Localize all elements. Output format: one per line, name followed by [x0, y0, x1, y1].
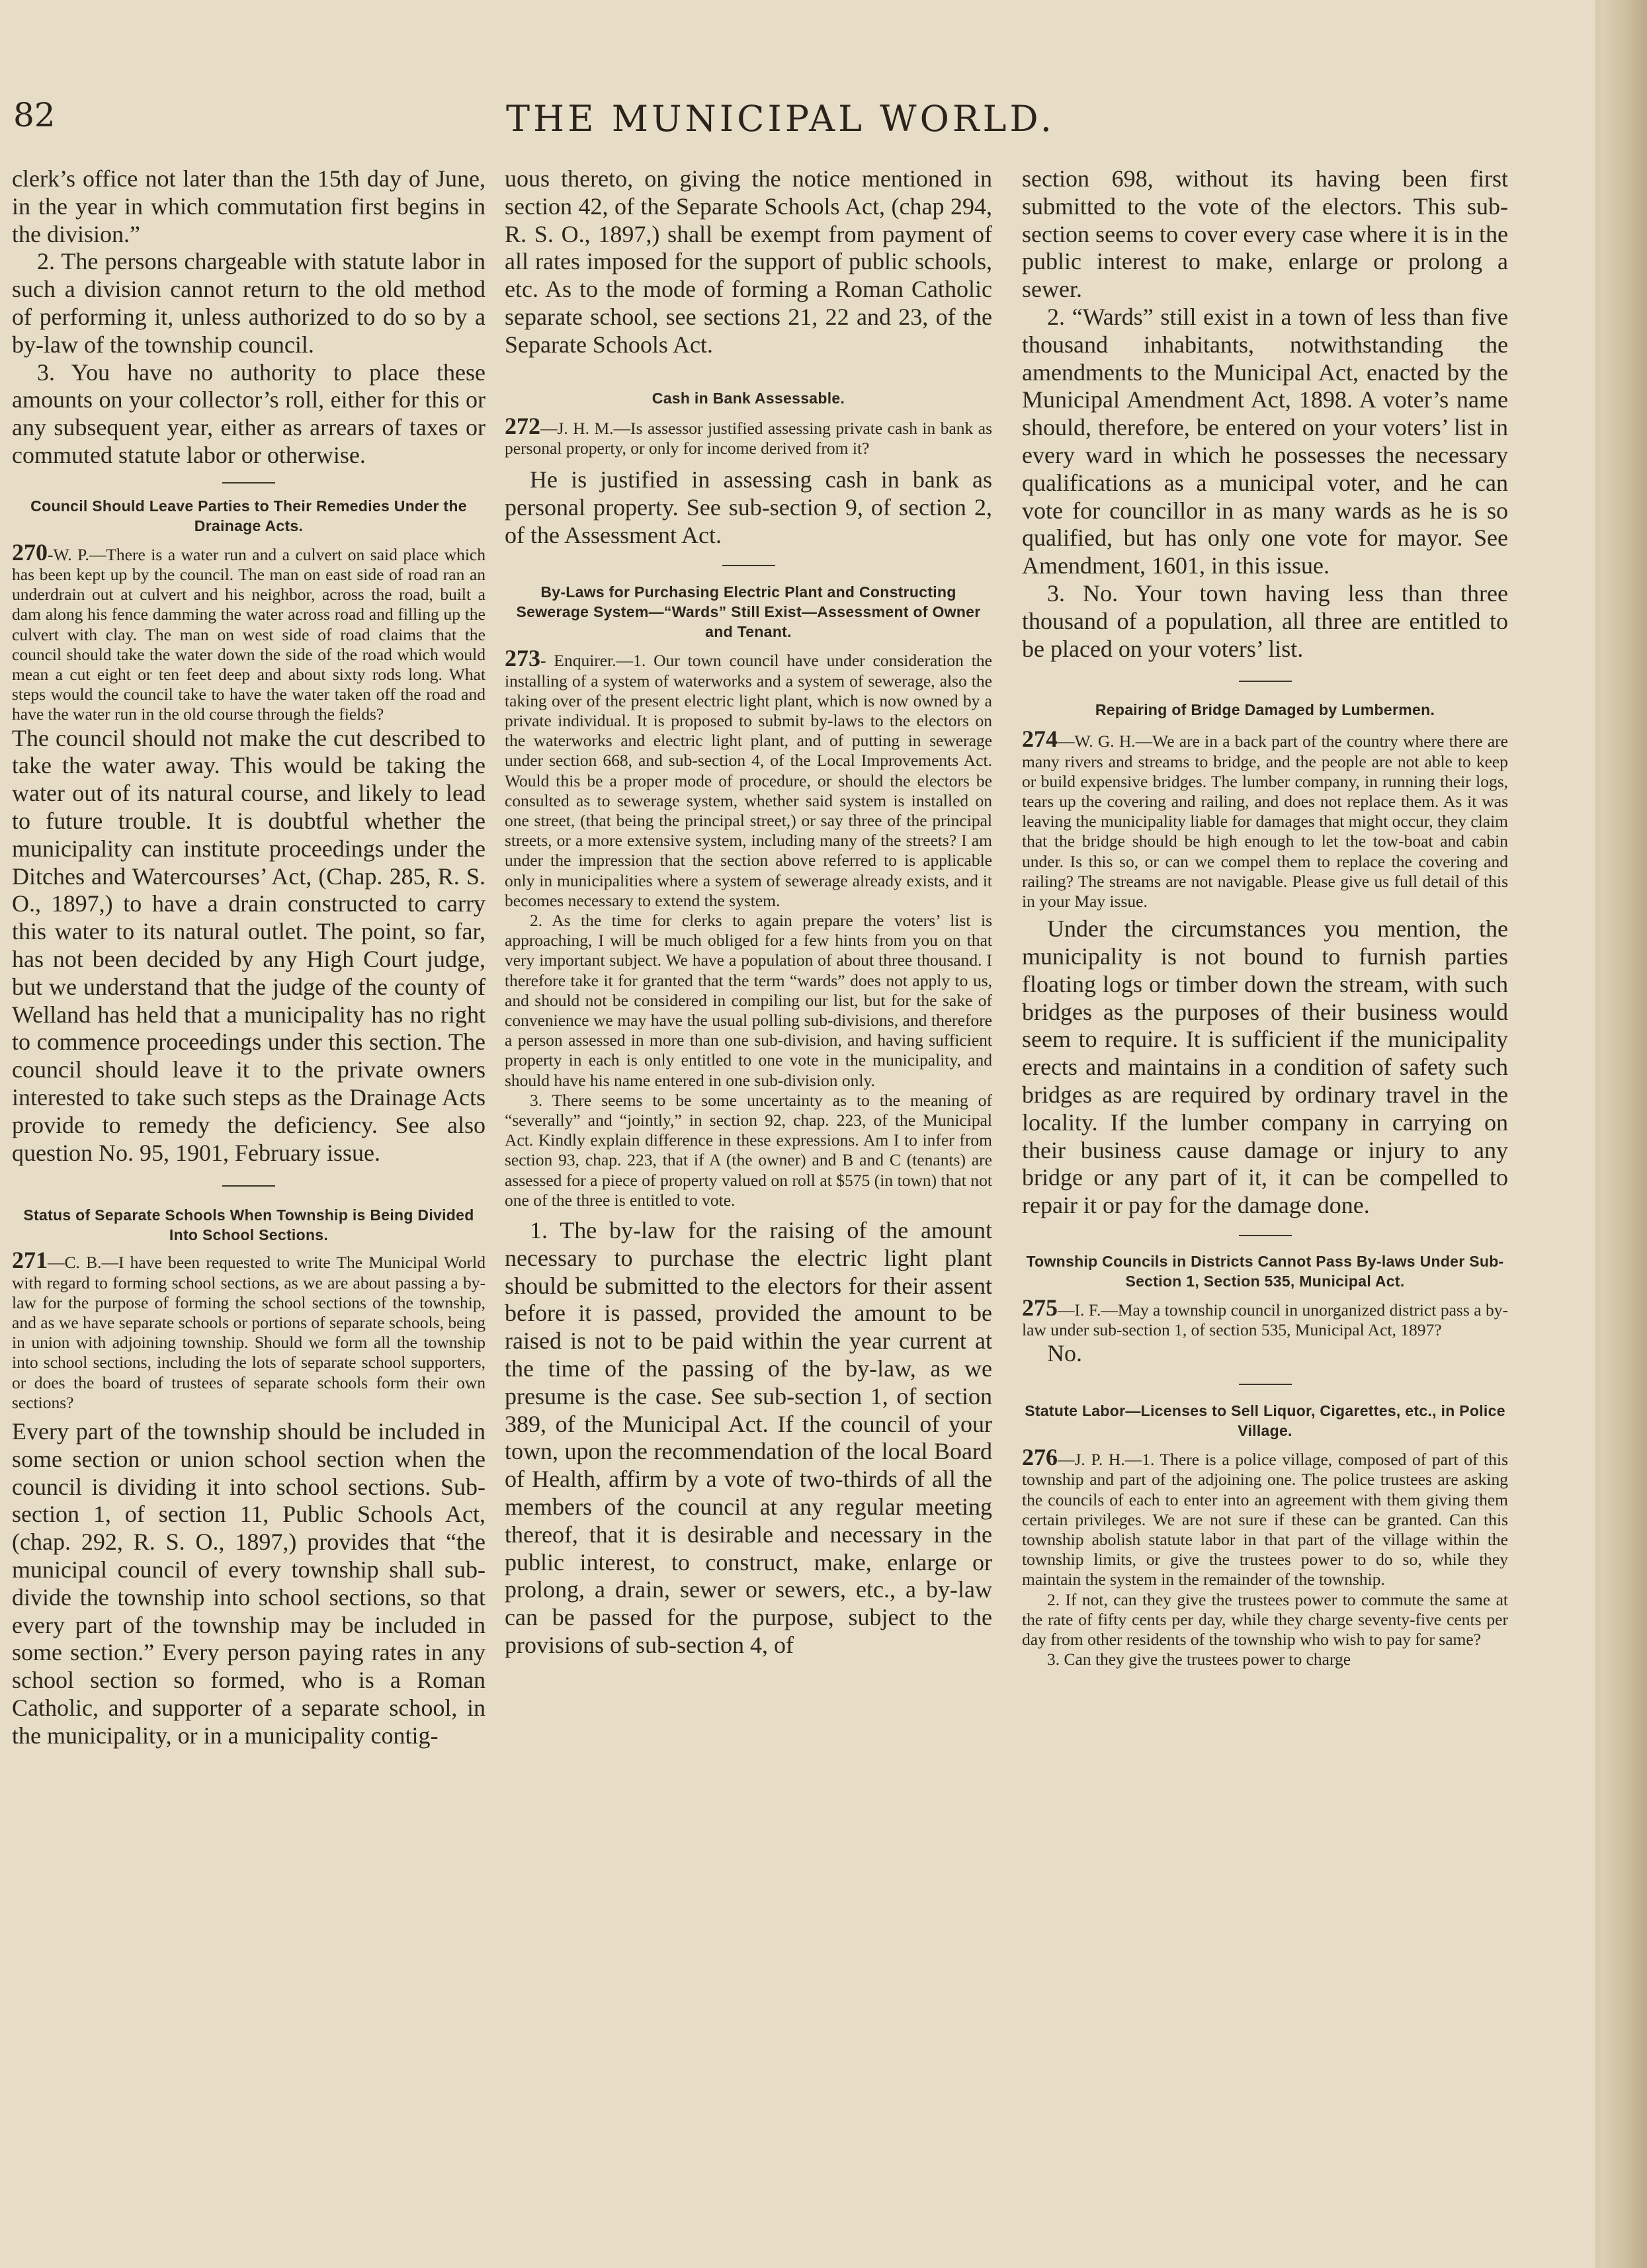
- paragraph: 3. No. Your town having less than three thousand of a population, all three are entitled to be placed on your voters’ list.: [1022, 579, 1508, 662]
- paragraph: 3. You have no authority to place these amounts on your collector’s roll, either for this or any subsequent year, either as arrears of taxes or commuted statute labor or otherwise.: [12, 358, 486, 468]
- question-number: 271: [12, 1247, 48, 1274]
- answer-text: 1. The by-law for the raising of the amount necessary to purchase the electric light plant should be submitted to the electors for their assent before it is passed, provided the amount to be raised is not to be paid within the year current at the time of the passing of the by-law, as we presume is the case. See sub-section 1, of section 389, of the Municipal Act. If the council of your town, upon the recommendation of the local Board of Health, affirm by a vote of two-thirds of all the members of the council at any regular meeting thereof, that it is desirable and necessary in the public interest, to construct, make, enlarge or prolong, a drain, sewer or sewers, etc., a by-law can be passed for the purpose, subject to the provisions of sub-section 4, of: [505, 1217, 992, 1659]
- question-text: 3. There seems to be some uncertainty as to the meaning of “severally” and “jointly,” in section 92, chap. 223, of the Municipal Act. Kindly explain difference in these expressions. Am I to infer from section 93, chap. 223, that if A (the owner) and B and C (tenants) are assessed for a piece of property valued on roll at $575 (in town) that not one of the three is entitled to vote.: [505, 1090, 992, 1210]
- question-text: 275—I. F.—May a township council in unorganized district pass a by-law under sub-section 1, of section 535, Municipal Act, 1897?: [1022, 1294, 1508, 1340]
- column-2: [505, 165, 992, 1659]
- page-number: 82: [13, 96, 56, 134]
- column-1: [12, 165, 486, 1750]
- question-number: 274: [1022, 726, 1058, 753]
- answer-text: He is justified in assessing cash in bank as personal property. See sub-section 9, of section 2, of the Assessment Act.: [505, 466, 992, 548]
- section-divider: [222, 482, 275, 483]
- question-text: 276—J. P. H.—1. There is a police village, composed of part of this township and part of the adjoining one. The police trustees are asking the councils of each to enter into an agreement with them giving them certain privileges. We are not sure if these can be granted. Can this township abolish statute labor in that part of the village within the township limits, or give the trustees power to do so, while they maintain the system in the remainder of the township.: [1022, 1444, 1508, 1589]
- question-text: 274—W. G. H.—We are in a back part of the country where there are many rivers and streams to bridge, and the people are not able to keep or build expensive bridges. The lumber company, in running their logs, tears up the covering and railing, and does not replace them. As it was leaving the municipality liable for damages that might occur, they claim that the bridge should be high enough to let the tow-boat and cabin under. Is this so, or can we compel them to replace the covering and railing? The streams are not navigable. Please give us full detail of this in your May issue.: [1022, 726, 1508, 911]
- book-binding-edge: [1601, 0, 1647, 2268]
- question-text: 2. As the time for clerks to again prepare the voters’ list is approaching, I will be much obliged for a few hints from you on that very important subject. We have a population of about three thousand. I therefore take it for granted that the term “wards” does not apply to us, and should not be considered in compiling our list, but for the sake of convenience we may have the usual polling sub-divisions, and therefore a person assessed in more than one sub-division, and having sufficient property in each is only entitled to one vote in the municipality, and should have his name entered in one sub-division only.: [505, 911, 992, 1090]
- question-heading: By-Laws for Purchasing Electric Plant and Constructing Sewerage System—“Wards” Still Exist—Assessment of Owner and Tenant.: [516, 583, 981, 641]
- paragraph: uous thereto, on giving the notice mentioned in section 42, of the Separate Schools Act, (chap 294, R. S. O., 1897,) shall be exempt from payment of all rates imposed for the support of public schools, etc. As to the mode of forming a Roman Catholic separate school, see sections 21, 22 and 23, of the Separate Schools Act.: [505, 165, 992, 358]
- section-divider: [1239, 1384, 1292, 1385]
- question-number: 276: [1022, 1444, 1058, 1471]
- section-divider: [1239, 681, 1292, 682]
- question-number: 272: [505, 412, 540, 439]
- question-heading: Statute Labor—Licenses to Sell Liquor, Cigarettes, etc., in Police Village.: [1025, 1402, 1505, 1440]
- paragraph: section 698, without its having been first submitted to the vote of the electors. This sub-section seems to cover every case where it is in the public interest to make, enlarge or prolong a sewer.: [1022, 165, 1508, 303]
- question-heading: Cash in Bank Assessable.: [652, 389, 845, 407]
- masthead-title: THE MUNICIPAL WORLD.: [506, 98, 1055, 140]
- question-heading: Status of Separate Schools When Township is Being Divided Into School Sections.: [23, 1206, 474, 1244]
- question-heading: Council Should Leave Parties to Their Remedies Under the Drainage Acts.: [30, 497, 467, 534]
- question-number: 275: [1022, 1294, 1058, 1321]
- section-divider: [222, 1185, 275, 1187]
- question-heading: Township Councils in Districts Cannot Pass By-laws Under Sub-Section 1, Section 535, Municipal Act.: [1026, 1252, 1504, 1290]
- question-text: 3. Can they give the trustees power to charge: [1047, 1650, 1351, 1669]
- section-divider: [1239, 1235, 1292, 1236]
- question-text: 271—C. B.—I have been requested to write The Municipal World with regard to forming school sections, as we are about passing a by-law for the purpose of forming the school sections of the township, and as we have separate schools or portions of separate schools, being in union with adjoining township. Should we form all the township into school sections, including the lots of separate school supporters, or does the board of trustees of separate schools form their own sections?: [12, 1247, 486, 1412]
- question-number: 273: [505, 645, 540, 672]
- section-divider: [722, 565, 775, 566]
- question-text: 270-W. P.—There is a water run and a culvert on said place which has been kept up by the council. The man on east side of road ran an underdrain out at culvert and his neighbor, across the road, built a dam along his fence damming the water across road and filling up the culvert with clay. The man on west side of road claims that the council should take the water down the side of the road which would mean a cut eight or ten feet deep and about sixty rods long. What steps would the council take to have the water taken off the road and have the water run in the old course through the fields?: [12, 538, 486, 724]
- answer-text: No.: [1047, 1340, 1082, 1367]
- paragraph: clerk’s office not later than the 15th day of June, in the year in which commutation first begins in the division.”: [12, 165, 486, 247]
- paragraph: 2. The persons chargeable with statute labor in such a division cannot return to the old method of performing it, unless authorized to do so by a by-law of the township council.: [12, 248, 486, 358]
- page-edge-shadow: [1595, 0, 1601, 2268]
- question-text: 2. If not, can they give the trustees power to commute the same at the rate of fifty cents per day, while they charge seventy-five cents per day from other residents of the township who wish to pay for same?: [1022, 1589, 1508, 1649]
- answer-text: Under the circumstances you mention, the municipality is not bound to furnish parties floating logs or timber down the stream, with such bridges as the purposes of their business would seem to require. It is sufficient if the municipality erects and maintains in a condition of safety such bridges as are required by ordinary travel in the locality. If the lumber company in carrying on their business cause damage or injury to any bridge or any part of it, it can be compelled to repair it or pay for the damage done.: [1022, 915, 1508, 1219]
- question-heading: Repairing of Bridge Damaged by Lumbermen.: [1095, 701, 1435, 719]
- question-number: 270: [12, 538, 48, 566]
- question-text: 273- Enquirer.—1. Our town council have under consideration the installing of a system of waterworks and a system of sewerage, also the taking over of the present electric light plant, which is now owned by a private individual. It is proposed to submit by-laws to the electors on the waterworks and electric light plant, and of putting in sewerage under section 668, and sub-section 4, of the Local Improvements Act. Would this be a proper mode of procedure, or should the electors be consulted as to sewerage system, whether said system is installed on one street, (that being the principal street,) or say three of the principal streets, or a more extensive system, including many of the streets? I am under the impression that the section above referred to is applicable only in municipalities where a system of sewerage already exists, and it becomes necessary to extend the system.: [505, 645, 992, 910]
- paragraph: 2. “Wards” still exist in a town of less than five thousand inhabitants, notwithstanding the amendments to the Municipal Act, enacted by the Municipal Amendment Act, 1898. A voter’s name should, therefore, be entered on your voters’ list in every ward in which he possesses the necessary qualifications as a municipal voter, and he can vote for councillor in as many wards as he is so qualified, but has only one vote for mayor. See Amendment, 1601, in this issue.: [1022, 303, 1508, 579]
- column-3: [1022, 165, 1508, 1669]
- answer-text: The council should not make the cut described to take the water away. This would be taking the water out of its natural course, and likely to lead to future trouble. It is doubtful whether the municipality can institute proceedings under the Ditches and Watercourses’ Act, (Chap. 285, R. S. O., 1897,) to have a drain constructed to carry this water to its natural outlet. The point, so far, has not been decided by any High Court judge, but we understand that the judge of the county of Welland has held that a municipality has no right to commence proceedings under this section. The council should leave it to the private owners interested to take such steps as the Drainage Acts provide to remedy the deficiency. See also question No. 95, 1901, February issue.: [12, 724, 486, 1166]
- answer-text: Every part of the township should be included in some section or union school section when the council is dividing it into school sections. Sub-section 1, of section 11, Public Schools Act, (chap. 292, R. S. O., 1897,) provides that “the municipal council of every township shall sub-divide the township into school sections, so that every part of the township may be included in some section.” Every person paying rates in any school section so formed, who is a Roman Catholic, and supporter of a separate school, in the municipality, or in a municipality contig-: [12, 1417, 486, 1749]
- question-text: 272—J. H. M.—Is assessor justified assessing private cash in bank as personal property, or only for income derived from it?: [505, 412, 992, 458]
